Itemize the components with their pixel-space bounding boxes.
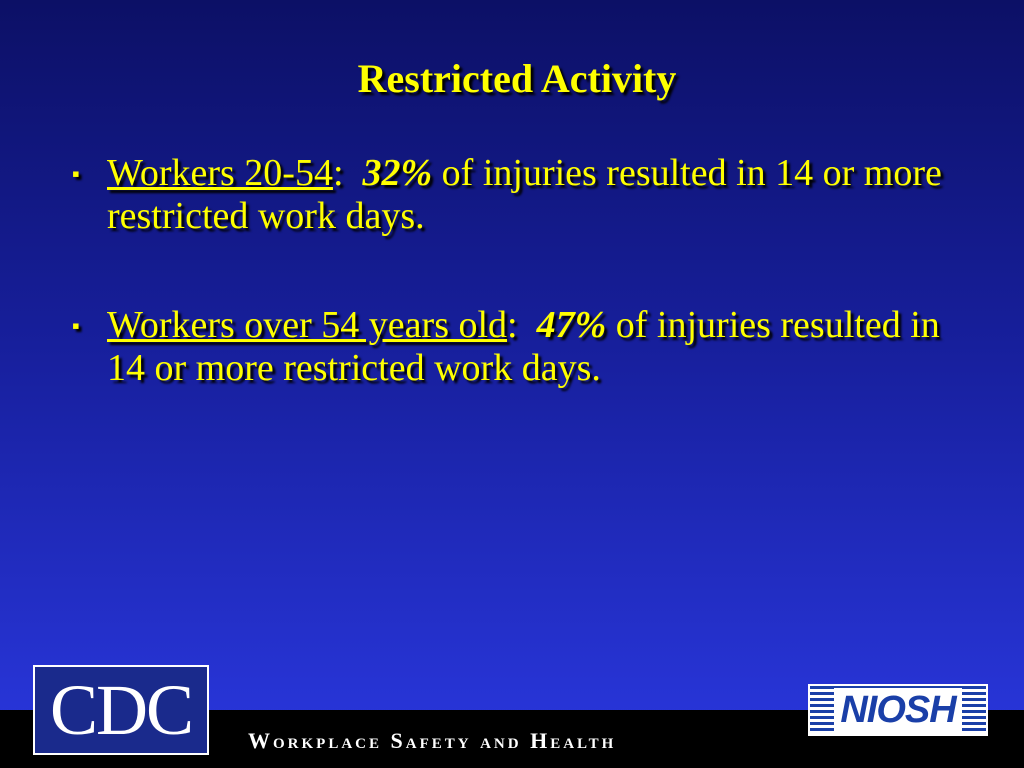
niosh-logo-text: NIOSH (834, 688, 961, 732)
bullet-text: of injuries resulted in 14 or more restricted work days. (107, 304, 940, 389)
bullet-label: Workers over 54 years old (107, 304, 508, 346)
niosh-logo (808, 684, 988, 736)
bullet-item-workers-20-54 (62, 152, 974, 238)
square-bullet-icon: ▪ (72, 313, 80, 338)
cdc-logo (33, 665, 209, 755)
bullet-label: Workers 20-54 (107, 152, 333, 194)
slide-title: Restricted Activity (357, 56, 677, 101)
bullet-list (62, 152, 974, 456)
cdc-logo-text: CDC (49, 670, 193, 750)
bullet-separator: : (507, 304, 537, 346)
bullet-percent: 32% (362, 152, 433, 194)
footer-text: Workplace Safety and Health (248, 728, 617, 753)
bullet-percent: 47% (536, 304, 607, 346)
bullet-item-workers-over-54 (62, 304, 974, 390)
bullet-text: of injuries resulted in 14 or more restricted work days. (107, 152, 942, 237)
bullet-separator: : (332, 152, 363, 194)
square-bullet-icon: ▪ (72, 161, 80, 186)
